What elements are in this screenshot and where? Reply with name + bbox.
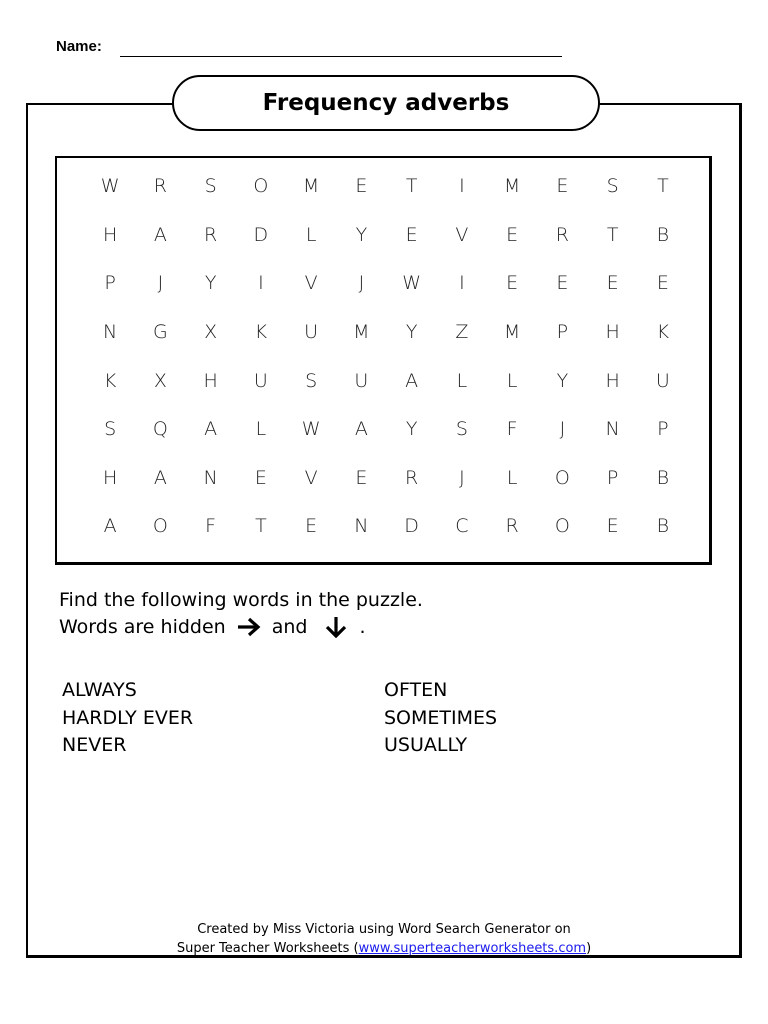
grid-letter: B xyxy=(656,515,670,538)
grid-letter: O xyxy=(152,515,168,538)
grid-letter: M xyxy=(503,175,521,198)
word-list-item: OFTEN xyxy=(384,679,448,701)
grid-letter: T xyxy=(606,223,619,246)
arrow-down-icon xyxy=(323,616,349,638)
grid-letter: K xyxy=(254,321,268,344)
grid-letter: T xyxy=(657,175,669,198)
grid-letter: P xyxy=(104,272,116,295)
grid-letter: A xyxy=(204,418,218,441)
instructions-and: and xyxy=(271,616,308,638)
grid-letter: I xyxy=(459,175,465,198)
grid-letter: R xyxy=(204,223,218,246)
grid-letter: H xyxy=(605,321,620,344)
grid-letter: D xyxy=(404,515,419,538)
grid-letter: H xyxy=(102,466,118,489)
grid-letter: S xyxy=(305,369,318,392)
word-list-right xyxy=(384,677,497,760)
grid-letter: W xyxy=(100,175,120,198)
grid-letter: H xyxy=(605,369,620,392)
footer-prefix: Super Teacher Worksheets ( xyxy=(176,941,359,956)
instructions-line-1: Find the following words in the puzzle. xyxy=(59,589,423,611)
footer-credit xyxy=(0,920,768,958)
grid-letter: J xyxy=(157,272,164,295)
name-underline xyxy=(120,56,562,57)
grid-letter: D xyxy=(253,223,269,246)
grid-letter: J xyxy=(459,466,465,489)
grid-letter: W xyxy=(301,418,321,441)
arrow-right-icon xyxy=(236,616,262,638)
grid-letter: R xyxy=(153,175,167,198)
instructions-line-2 xyxy=(59,616,366,638)
grid-letter: Y xyxy=(204,272,217,295)
grid-letter: L xyxy=(305,223,317,246)
footer-line-2 xyxy=(0,939,768,958)
grid-letter: O xyxy=(554,515,570,538)
grid-letter: E xyxy=(506,272,519,295)
grid-letter: N xyxy=(605,418,620,441)
word-list-item: HARDLY EVER xyxy=(62,706,194,729)
grid-letter: P xyxy=(657,418,669,441)
grid-letter: E xyxy=(606,272,619,295)
grid-letter: K xyxy=(656,321,670,344)
grid-letter: E xyxy=(556,272,569,295)
grid-letter: E xyxy=(254,466,267,489)
grid-letter: X xyxy=(204,321,218,344)
grid-letter: G xyxy=(153,321,168,344)
word-list-item: NEVER xyxy=(62,734,127,756)
grid-letter: B xyxy=(656,466,670,489)
grid-letter: I xyxy=(459,272,465,295)
grid-letter: U xyxy=(253,369,268,392)
grid-letter: Z xyxy=(455,321,469,344)
grid-letter: O xyxy=(253,175,269,198)
worksheet-title: Frequency adverbs xyxy=(172,75,600,131)
grid-letter: A xyxy=(405,369,419,392)
grid-letter: U xyxy=(304,321,319,344)
grid-letter: V xyxy=(304,272,318,295)
name-label: Name: xyxy=(56,38,102,55)
grid-letter: U xyxy=(655,369,670,392)
word-list-item: ALWAYS xyxy=(62,679,137,701)
grid-letter: L xyxy=(456,369,468,392)
grid-letter: E xyxy=(355,175,368,198)
grid-letter: E xyxy=(506,223,519,246)
instructions-period: . xyxy=(359,616,366,638)
grid-letter: K xyxy=(103,369,117,392)
grid-letter: C xyxy=(455,515,469,538)
grid-letter: T xyxy=(405,175,418,198)
word-list-left xyxy=(62,677,193,760)
grid-letter: A xyxy=(153,466,167,489)
grid-letter: R xyxy=(555,223,569,246)
grid-letter: R xyxy=(405,466,419,489)
grid-letter: F xyxy=(506,418,518,441)
grid-letter: R xyxy=(505,515,519,538)
grid-letter: U xyxy=(354,369,369,392)
grid-letter: A xyxy=(153,223,167,246)
grid-letter: P xyxy=(606,466,619,489)
grid-letter: L xyxy=(506,466,518,489)
instructions-prefix: Words are hidden xyxy=(59,616,226,638)
grid-letter: Q xyxy=(152,418,168,441)
word-search-grid xyxy=(85,162,688,551)
word-list-item: USUALLY xyxy=(384,734,468,756)
grid-letter: B xyxy=(656,223,670,246)
grid-letter: E xyxy=(405,223,418,246)
grid-letter: S xyxy=(204,175,217,198)
grid-letter: S xyxy=(104,418,117,441)
grid-letter: S xyxy=(455,418,468,441)
grid-letter: O xyxy=(554,466,570,489)
grid-letter: A xyxy=(354,418,368,441)
grid-letter: J xyxy=(559,418,566,441)
footer-line-1: Created by Miss Victoria using Word Search Generator on xyxy=(197,922,571,937)
grid-letter: Y xyxy=(405,418,418,441)
grid-letter: N xyxy=(203,466,218,489)
grid-letter: J xyxy=(358,272,365,295)
grid-letter: V xyxy=(455,223,469,246)
grid-letter: T xyxy=(255,515,267,538)
grid-letter: H xyxy=(203,369,218,392)
footer-suffix: ) xyxy=(586,941,592,956)
footer-link[interactable]: www.superteacherworksheets.com xyxy=(358,941,587,956)
grid-letter: E xyxy=(355,466,368,489)
grid-letter: F xyxy=(205,515,217,538)
grid-letter: W xyxy=(402,272,422,295)
grid-letter: E xyxy=(656,272,669,295)
grid-letter: Y xyxy=(556,369,569,392)
word-list-item: SOMETIMES xyxy=(384,706,498,729)
grid-letter: V xyxy=(304,466,318,489)
grid-letter: Y xyxy=(355,223,368,246)
grid-letter: N xyxy=(354,515,369,538)
grid-letter: L xyxy=(506,369,518,392)
grid-letter: P xyxy=(556,321,569,344)
grid-letter: M xyxy=(302,175,320,198)
grid-letter: X xyxy=(153,369,167,392)
grid-letter: S xyxy=(606,175,619,198)
grid-letter: H xyxy=(102,223,118,246)
grid-letter: E xyxy=(556,175,569,198)
grid-letter: I xyxy=(258,272,264,295)
grid-letter: M xyxy=(503,321,521,344)
grid-letter: E xyxy=(606,515,619,538)
grid-letter: N xyxy=(103,321,118,344)
grid-letter: M xyxy=(353,321,370,344)
grid-letter: Y xyxy=(405,321,418,344)
grid-letter: A xyxy=(103,515,117,538)
grid-letter: L xyxy=(255,418,267,441)
grid-letter: E xyxy=(305,515,318,538)
